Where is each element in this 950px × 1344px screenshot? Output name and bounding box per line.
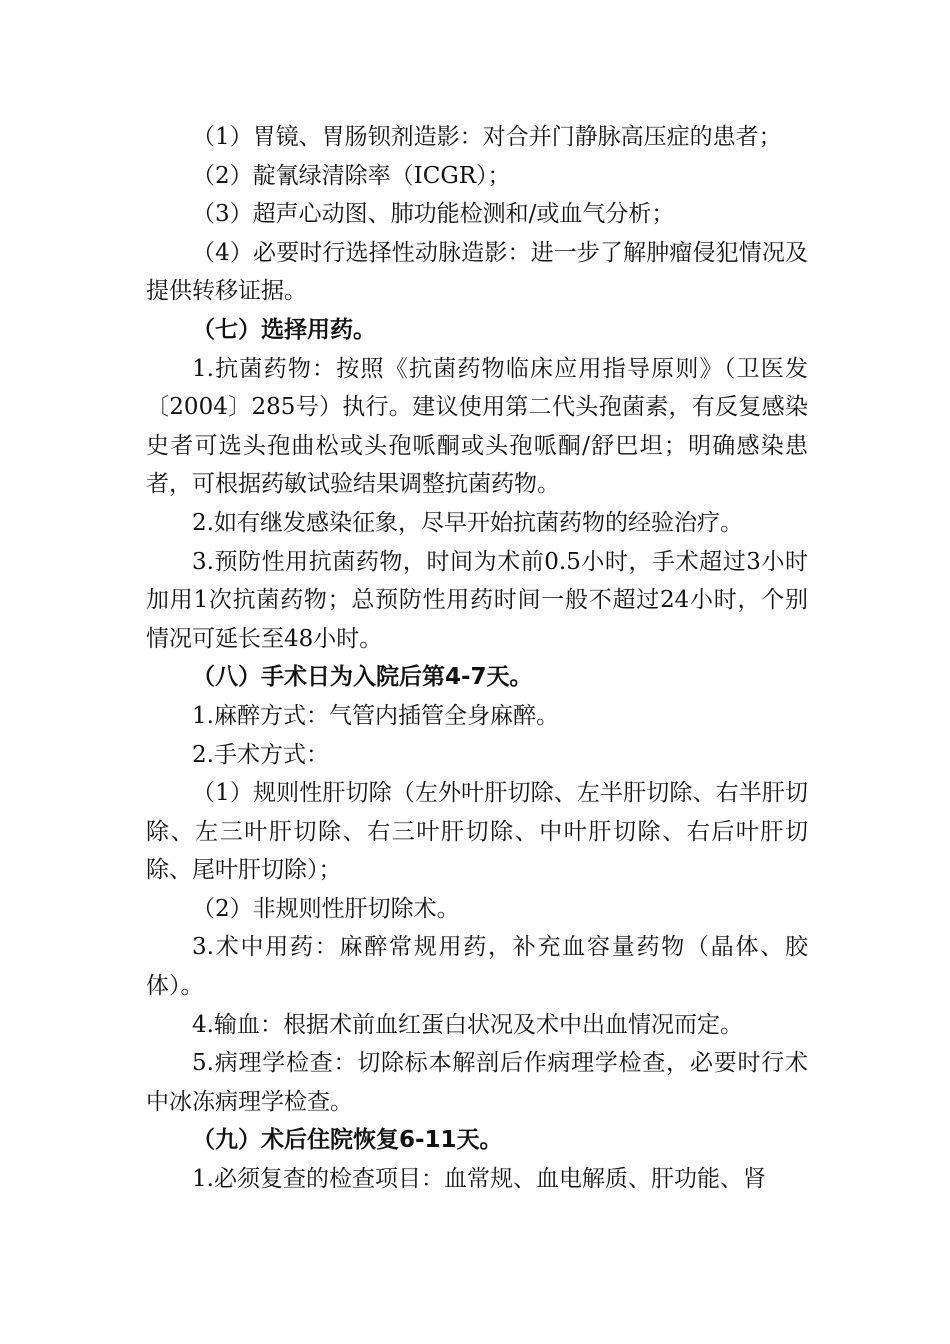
document-page (146, 118, 808, 1199)
section-heading-surgery-day: （八）手术日为入院后第4-7天。 (192, 664, 533, 691)
paragraph-secondary-infection: 2.如有继发感染征象，尽早开始抗菌药物的经验治疗。 (192, 509, 743, 536)
paragraph-gastroscopy: （1）胃镜、胃肠钡剂造影：对合并门静脉高压症的患者； (192, 124, 782, 150)
paragraph-antibiotics: 1.抗菌药物：按照《抗菌药物临床应用指导原则》（卫医发〔2004〕285号）执行。建议使用第二代头孢菌素，有反复感染史者可选头孢曲松或头孢哌酮或头孢哌酮/舒巴坦；明确感染患者，可根据药敏试验结果调整抗菌药物。 (146, 355, 808, 498)
paragraph-prophylactic: 3.预防性用抗菌药物，时间为术前0.5小时，手术超过3小时加用1次抗菌药物；总预防性用药时间一般不超过24小时，个别情况可延长至48小时。 (146, 548, 808, 652)
paragraph-icgr: （2）靛氰绿清除率（ICGR）； (192, 162, 511, 189)
paragraph-intraop-medication: 3.术中用药：麻醉常规用药，补充血容量药物（晶体、胶体）。 (146, 934, 808, 1000)
paragraph-irregular-resection: （2）非规则性肝切除术。 (192, 895, 460, 922)
paragraph-required-tests: 1.必须复查的检查项目：血常规、血电解质、肝功能、肾 (192, 1166, 766, 1193)
section-heading-recovery: （九）术后住院恢复6-11天。 (192, 1127, 503, 1154)
paragraph-anesthesia: 1.麻醉方式：气管内插管全身麻醉。 (192, 702, 559, 729)
paragraph-regular-resection: （1）规则性肝切除（左外叶肝切除、左半肝切除、右半肝切除、左三叶肝切除、右三叶肝切除、中叶肝切除、右后叶肝切除、尾叶肝切除）； (146, 780, 808, 884)
paragraph-surgery-method: 2.手术方式： (192, 741, 329, 768)
paragraph-echocardiography: （3）超声心动图、肺功能检测和/或血气分析； (192, 201, 675, 228)
paragraph-transfusion: 4.输血：根据术前血红蛋白状况及术中出血情况而定。 (192, 1011, 743, 1038)
paragraph-pathology: 5.病理学检查：切除标本解剖后作病理学检查，必要时行术中冰冻病理学检查。 (146, 1050, 808, 1115)
section-heading-medication: （七）选择用药。 (192, 316, 376, 343)
paragraph-angiography: （4）必要时行选择性动脉造影：进一步了解肿瘤侵犯情况及提供转移证据。 (146, 239, 808, 305)
